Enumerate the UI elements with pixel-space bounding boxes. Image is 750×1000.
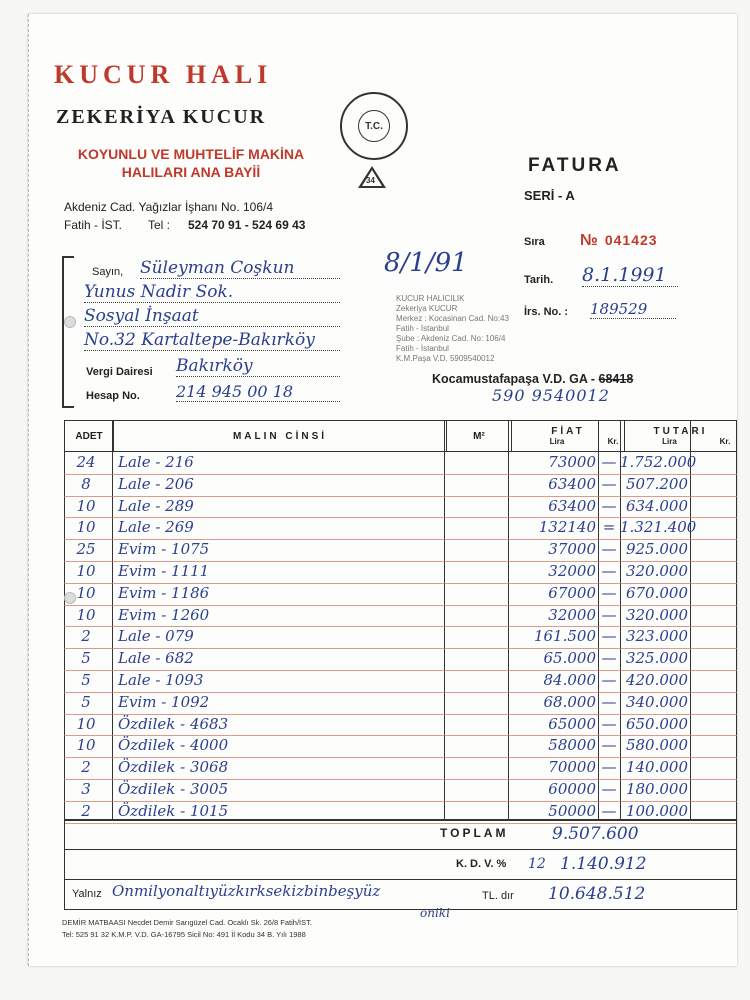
row-fiat-kr: — (601, 627, 617, 646)
tagline-2: HALILARI ANA BAYİİ (121, 164, 261, 180)
tax-office-label: Kocamustafapaşa V.D. GA - (432, 372, 596, 386)
row-fiat: 58000 (548, 736, 596, 755)
punch-hole-icon (64, 316, 76, 328)
row-fiat-kr: — (601, 562, 617, 580)
yalniz-text: Onmilyonaltıyüzkırksekizbinbeşyüz (112, 882, 381, 900)
punch-hole-icon (64, 592, 76, 604)
row-adet: 24 (76, 453, 96, 471)
row-fiat: 60000 (548, 780, 596, 798)
row-fiat-kr: — (601, 474, 617, 493)
row-tutar: 580.000 (625, 736, 688, 755)
row-fiat-kr: — (601, 453, 617, 471)
row-cinsi: Lale - 1093 (118, 671, 204, 689)
row-fiat: 161.500 (533, 627, 596, 646)
stamp-line: K.M.Paşa V.D. 5909540012 (396, 354, 495, 363)
row-tutar: 1.321.400 (620, 518, 697, 537)
row-tutar: 320.000 (625, 562, 688, 580)
row-adet: 10 (76, 583, 96, 602)
row-tutar: 100.000 (625, 801, 688, 820)
company-city: Fatih - İST. (64, 218, 123, 232)
tutari-title: TUTARI (653, 426, 708, 437)
stamp-line: Şube : Akdeniz Cad. No: 106/4 (396, 334, 506, 343)
sira-label: Sıra (524, 236, 545, 248)
irs-label: İrs. No. : (524, 306, 569, 318)
row-tutar: 140.000 (625, 758, 688, 777)
document-title: FATURA (528, 155, 622, 176)
row-tutar: 323.000 (625, 627, 688, 646)
tax-office-struck: 68418 (598, 372, 634, 386)
row-tutar: 670.000 (625, 583, 688, 602)
col-tutari (625, 421, 737, 452)
invoice-series: SERİ - A (524, 188, 575, 203)
row-fiat: 32000 (548, 562, 596, 580)
customer-address-1: Yunus Nadir Sok. (84, 282, 340, 303)
row-fiat-kr: — (601, 583, 617, 602)
row-tutar: 1.752.000 (620, 453, 697, 471)
row-cinsi: Özdilek - 3068 (118, 758, 229, 777)
row-cinsi: Evim - 1186 (118, 583, 210, 602)
row-fiat-kr: — (601, 692, 617, 711)
row-adet: 10 (76, 496, 96, 515)
toplam-label: TOPLAM (440, 826, 509, 840)
row-cinsi: Lale - 289 (118, 496, 194, 515)
grand-total: 10.648.512 (548, 884, 646, 904)
row-adet: 10 (76, 518, 96, 537)
row-tutar: 180.000 (625, 780, 688, 798)
row-fiat-kr: — (601, 801, 617, 820)
row-fiat-kr: — (601, 671, 617, 689)
row-tutar: 507.200 (625, 474, 688, 493)
row-fiat: 63400 (548, 496, 596, 515)
vergi-value: Bakırköy (176, 356, 340, 377)
row-adet: 5 (81, 671, 91, 689)
number-symbol: № (580, 232, 599, 249)
stamp-line: KUCUR HALICILIK (396, 294, 465, 303)
printer-footer-2: Tel: 525 91 32 K.M.P. V.D. GA-16795 Sicil No: 491 İl Kodu 34 B. Yılı 1988 (62, 930, 306, 939)
tax-number: 590 9540012 (492, 386, 610, 405)
toplam-value: 9.507.600 (552, 824, 639, 844)
items-table-header (64, 420, 737, 452)
row-fiat: 84.000 (543, 671, 596, 689)
seal-center: T.C. (358, 110, 390, 142)
row-fiat-kr: — (601, 780, 617, 798)
row-cinsi: Evim - 1075 (118, 540, 210, 559)
col-fiat (512, 421, 625, 452)
row-cinsi: Evim - 1111 (118, 562, 210, 580)
col-malin-cinsi: MALIN CİNSİ (114, 421, 447, 452)
tutari-lira: Lira (662, 437, 677, 446)
row-cinsi: Evim - 1260 (118, 605, 210, 624)
phone-label: Tel : (148, 218, 171, 232)
col-m2: M² (447, 421, 512, 452)
row-adet: 5 (81, 692, 91, 711)
row-fiat-kr: — (601, 540, 617, 559)
kdv-label: K. D. V. % (456, 858, 507, 870)
row-tutar: 325.000 (625, 649, 688, 668)
invoice-number-value: 041423 (604, 232, 658, 248)
irs-number: 189529 (590, 300, 676, 319)
row-cinsi: Özdilek - 3005 (118, 780, 229, 798)
row-fiat: 67000 (548, 583, 596, 602)
fiat-lira: Lira (549, 437, 565, 446)
row-fiat: 65000 (548, 714, 596, 733)
tagline-1: KOYUNLU VE MUHTELİF MAKİNA (77, 146, 305, 162)
stamp-line: Zekeriya KUCUR (396, 304, 458, 313)
row-fiat-kr: = (602, 518, 616, 537)
brand-title: KUCUR HALI (54, 60, 273, 89)
row-adet: 2 (81, 758, 91, 777)
official-seal-icon (340, 92, 408, 160)
row-adet: 10 (76, 562, 96, 580)
row-fiat: 65.000 (543, 649, 596, 668)
fiat-kr: Kr. (607, 437, 619, 446)
yalniz-label: Yalnız (72, 888, 102, 900)
handwritten-date: 8/1/91 (384, 248, 468, 278)
tarih-label: Tarih. (524, 274, 554, 286)
row-fiat-kr: — (601, 714, 617, 733)
row-adet: 2 (81, 801, 91, 820)
company-address: Akdeniz Cad. Yağızlar İşhanı No. 106/4 (64, 200, 274, 214)
company-stamp (396, 294, 526, 364)
row-adet: 5 (81, 649, 91, 668)
row-adet: 2 (81, 627, 91, 646)
printer-footer-1: DEMİR MATBAASI Necdet Demir Sarıgüzel Cad. Ocaklı Sk. 26/8 Fatih/İST. (62, 918, 312, 927)
row-cinsi: Lale - 079 (118, 627, 194, 646)
kdv-rate: 12 (528, 856, 546, 872)
row-cinsi: Evim - 1092 (118, 692, 210, 711)
owner-name: ZEKERİYA KUCUR (56, 106, 267, 128)
tutari-kr: Kr. (719, 437, 731, 446)
row-fiat-kr: — (601, 649, 617, 668)
row-fiat-kr: — (601, 605, 617, 624)
col-adet: ADET (65, 421, 114, 452)
invoice-number (580, 232, 658, 250)
row-cinsi: Lale - 206 (118, 474, 194, 493)
row-adet: 3 (81, 780, 91, 798)
row-fiat: 63400 (548, 474, 596, 493)
row-tutar: 340.000 (625, 692, 688, 711)
sayin-label: Sayın, (92, 266, 124, 278)
triangle-number: 34 (366, 176, 375, 185)
company-phones: 524 70 91 - 524 69 43 (188, 218, 306, 232)
stamp-line: Fatih - İstanbul (396, 324, 449, 333)
row-tutar: 320.000 (625, 605, 688, 624)
row-adet: 10 (76, 736, 96, 755)
row-tutar: 925.000 (625, 540, 688, 559)
customer-name: Süleyman Coşkun (140, 258, 340, 279)
row-fiat: 50000 (548, 801, 596, 820)
row-adet: 25 (76, 540, 96, 559)
row-cinsi: Özdilek - 4000 (118, 736, 229, 755)
row-cinsi: Lale - 216 (118, 453, 194, 471)
row-adet: 8 (81, 474, 91, 493)
row-fiat-kr: — (601, 496, 617, 515)
fiat-title: FİAT (551, 426, 585, 437)
customer-address-3: No.32 Kartaltepe-Bakırköy (84, 330, 340, 351)
hesap-value: 214 945 00 18 (176, 382, 340, 402)
row-tutar: 420.000 (625, 671, 688, 689)
tl-label: TL. dır (482, 890, 514, 902)
row-fiat: 132140 (538, 518, 596, 537)
row-cinsi: Özdilek - 1015 (118, 801, 229, 820)
kdv-value: 1.140.912 (560, 854, 647, 874)
row-fiat: 32000 (548, 605, 596, 624)
row-fiat-kr: — (601, 736, 617, 755)
row-fiat: 68.000 (543, 692, 596, 711)
row-cinsi: Özdilek - 4683 (118, 714, 229, 733)
row-fiat: 73000 (548, 453, 596, 471)
row-fiat: 37000 (548, 540, 596, 559)
stamp-line: Fatih - İstanbul (396, 344, 449, 353)
row-cinsi: Lale - 269 (118, 518, 194, 537)
row-tutar: 634.000 (625, 496, 688, 515)
tax-office (432, 372, 633, 386)
stamp-line: Merkez : Kocasinan Cad. No:43 (396, 314, 509, 323)
row-fiat: 70000 (548, 758, 596, 777)
row-cinsi: Lale - 682 (118, 649, 194, 668)
yalniz-text-2: oniki (420, 906, 450, 920)
customer-address-2: Sosyal İnşaat (84, 306, 340, 327)
invoice-date: 8.1.1991 (582, 264, 678, 287)
row-tutar: 650.000 (625, 714, 688, 733)
row-fiat-kr: — (601, 758, 617, 777)
row-adet: 10 (76, 714, 96, 733)
vergi-label: Vergi Dairesi (86, 366, 153, 378)
hesap-label: Hesap No. (86, 390, 140, 402)
row-adet: 10 (76, 605, 96, 624)
